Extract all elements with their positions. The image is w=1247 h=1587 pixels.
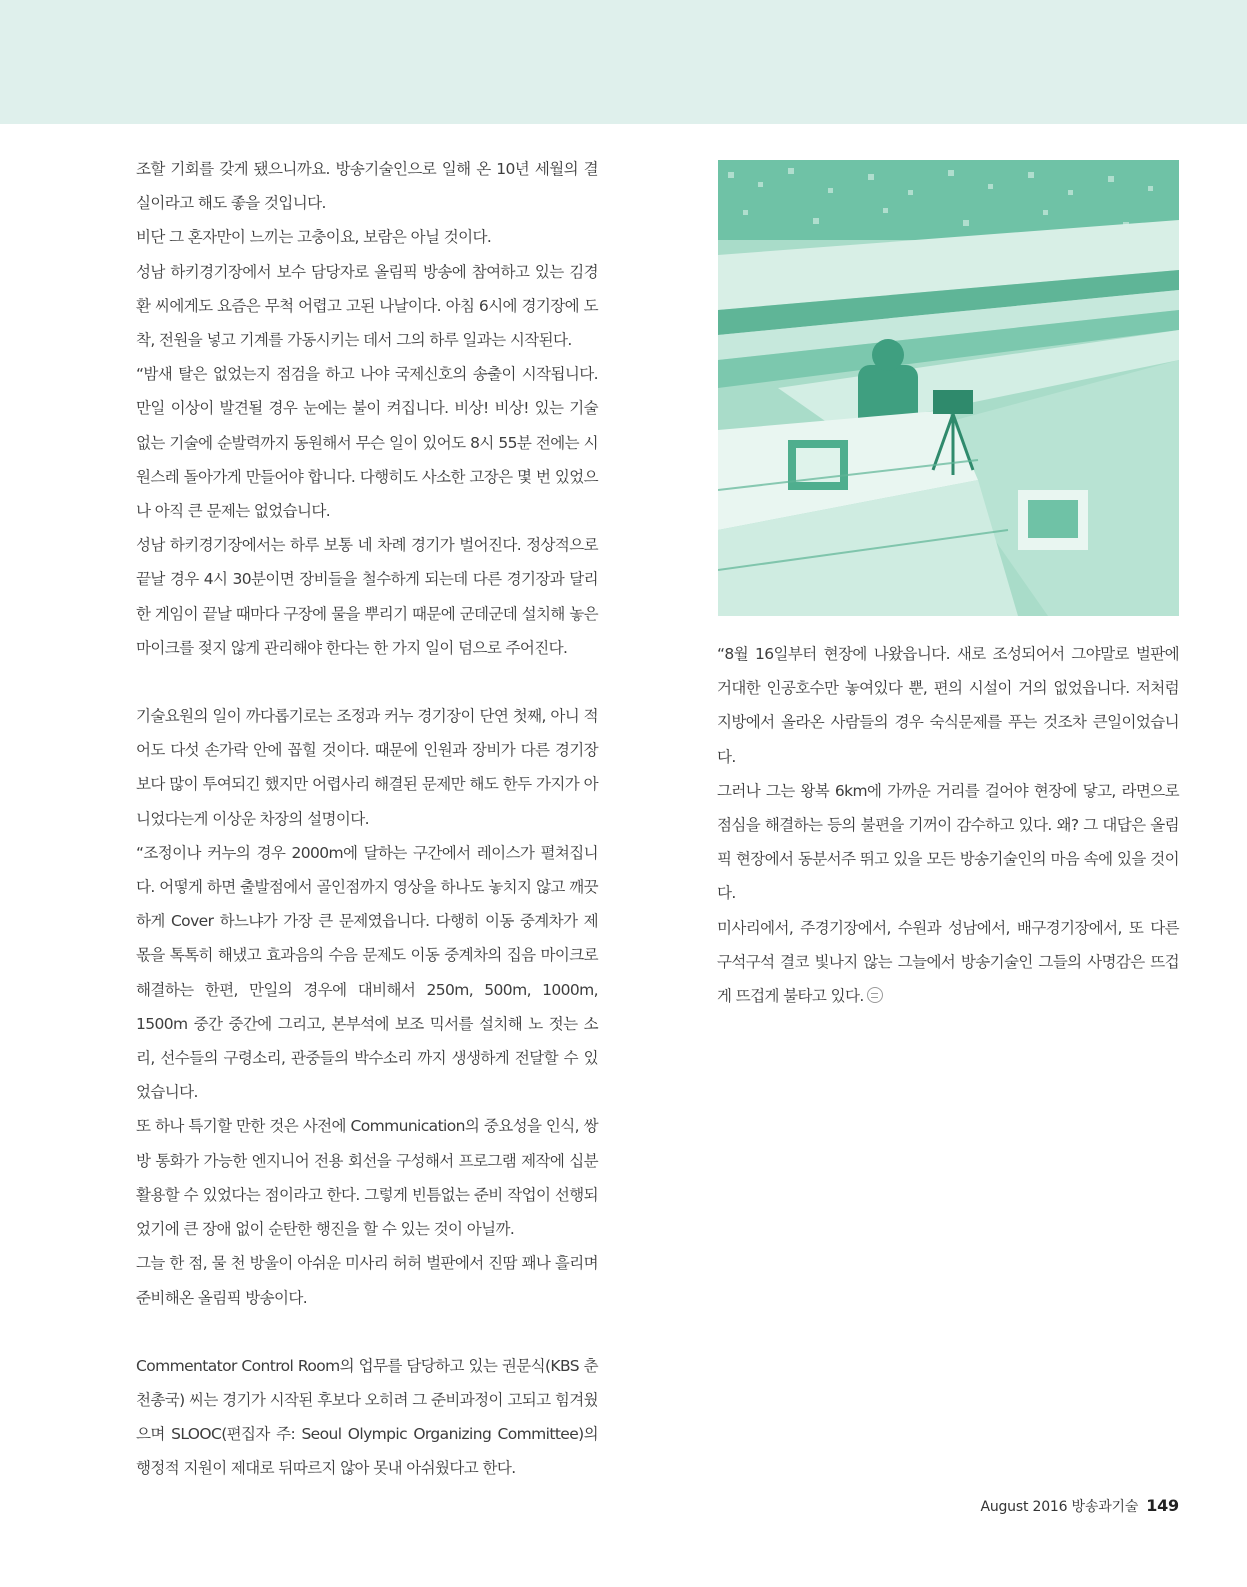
- paragraph: 기술요원의 일이 까다롭기로는 조정과 커누 경기장이 단연 첫째, 아니 적어도 다섯 손가락 안에 꼽힐 것이다. 때문에 인원과 장비가 다른 경기장보다 많이 투여되긴 했지만 어렵사리 해결된 문제만 해도 한두 가지가 아니었다는게 이상운 차장의 설명이다.: [136, 707, 598, 828]
- photo-illustration: [718, 160, 1179, 616]
- paragraph: 성남 하키경기장에서 보수 담당자로 올림픽 방송에 참여하고 있는 김경환 씨에게도 요즘은 무척 어렵고 고된 나날이다. 아침 6시에 경기장에 도착, 전원을 넣고 기계를 가동시키는 데서 그의 하루 일과는 시작된다.: [136, 262, 598, 350]
- paragraph: 비단 그 혼자만이 느끼는 고충이요, 보람은 아닐 것이다.: [136, 228, 492, 247]
- left-column: [136, 152, 598, 1486]
- end-mark-icon: [867, 987, 883, 1003]
- header-band: [0, 0, 1247, 124]
- page-number: 149: [1146, 1496, 1179, 1515]
- page-footer: [980, 1496, 1179, 1516]
- paragraph: 또 하나 특기할 만한 것은 사전에 Communication의 중요성을 인식, 쌍방 통화가 가능한 엔지니어 전용 회선을 구성해서 프로그램 제작에 십분 활용할 수 있었다는 점이라고 한다. 그렇게 빈틈없는 준비 작업이 선행되었기에 큰 장애 없이 순탄한 행진을 할 수 있는 것이 아닐까.: [136, 1117, 598, 1239]
- issue-label: August 2016 방송과기술: [980, 1499, 1139, 1515]
- paragraph: “밤새 탈은 없었는지 점검을 하고 나야 국제신호의 송출이 시작됩니다. 만일 이상이 발견될 경우 눈에는 불이 켜집니다. 비상! 비상! 있는 기술 없는 기술에 순발력까지 동원해서 무슨 일이 있어도 8시 55분 전에는 시원스레 돌아가게 만들어야 합니다. 다행히도 사소한 고장은 몇 번 있었으나 아직 큰 문제는 없었습니다.: [136, 365, 598, 521]
- paragraph: “8월 16일부터 현장에 나왔읍니다. 새로 조성되어서 그야말로 벌판에 거대한 인공호수만 놓여있다 뿐, 편의 시설이 거의 없었읍니다. 저처럼 지방에서 올라온 사람들의 경우 숙식문제를 푸는 것조차 큰일이었습니다.: [717, 645, 1179, 766]
- stadium-broadcast-photo: [718, 160, 1179, 616]
- paragraph-text: 미사리에서, 주경기장에서, 수원과 성남에서, 배구경기장에서, 또 다른 구석구석 결코 빛나지 않는 그늘에서 방송기술인 그들의 사명감은 뜨겁게 뜨겁게 불타고 있다.: [717, 918, 1179, 1006]
- right-column: [717, 637, 1179, 1013]
- paragraph: [717, 911, 1179, 1014]
- paragraph: 조할 기회를 갖게 됐으니까요. 방송기술인으로 일해 온 10년 세월의 결실이라고 해도 좋을 것입니다.: [136, 160, 598, 213]
- paragraph: Commentator Control Room의 업무를 담당하고 있는 권문식(KBS 춘천총국) 씨는 경기가 시작된 후보다 오히려 그 준비과정이 고되고 힘겨웠으며 SLOOC(편집자 주: Seoul Olympic Organizing Committee)의 행정적 지원이 제대로 뒤따르지 않아 못내 아쉬웠다고 한다.: [136, 1356, 598, 1478]
- paragraph: 그러나 그는 왕복 6km에 가까운 거리를 걸어야 현장에 닿고, 라면으로 점심을 해결하는 등의 불편을 기꺼이 감수하고 있다. 왜? 그 대답은 올림픽 현장에서 동분서주 뛰고 있을 모든 방송기술인의 마음 속에 있을 것이다.: [717, 781, 1179, 903]
- paragraph: 그늘 한 점, 물 천 방울이 아쉬운 미사리 허허 벌판에서 진땀 꽤나 흘리며 준비해온 올림픽 방송이다.: [136, 1254, 598, 1307]
- paragraph: “조정이나 커누의 경우 2000m에 달하는 구간에서 레이스가 펼쳐집니다. 어떻게 하면 출발점에서 골인점까지 영상을 하나도 놓치지 않고 깨끗하게 Cover 하느냐가 가장 큰 문제였읍니다. 다행히 이동 중계차가 제 몫을 톡톡히 해냈고 효과음의 수음 문제도 이동 중계차의 집음 마이크로 해결하는 한편, 만일의 경우에 대비해서 250m, 500m, 1000m, 1500m 중간 중간에 그리고, 본부석에 보조 믹서를 설치해 노 젓는 소리, 선수들의 구령소리, 관중들의 박수소리 까지 생생하게 전달할 수 있었습니다.: [136, 843, 598, 1102]
- paragraph: 성남 하키경기장에서는 하루 보통 네 차례 경기가 벌어진다. 정상적으로 끝날 경우 4시 30분이면 장비들을 철수하게 되는데 다른 경기장과 달리 한 게임이 끝날 때마다 구장에 물을 뿌리기 때문에 군데군데 설치해 놓은 마이크를 젖지 않게 관리해야 한다는 한 가지 일이 덤으로 주어진다.: [136, 536, 598, 657]
